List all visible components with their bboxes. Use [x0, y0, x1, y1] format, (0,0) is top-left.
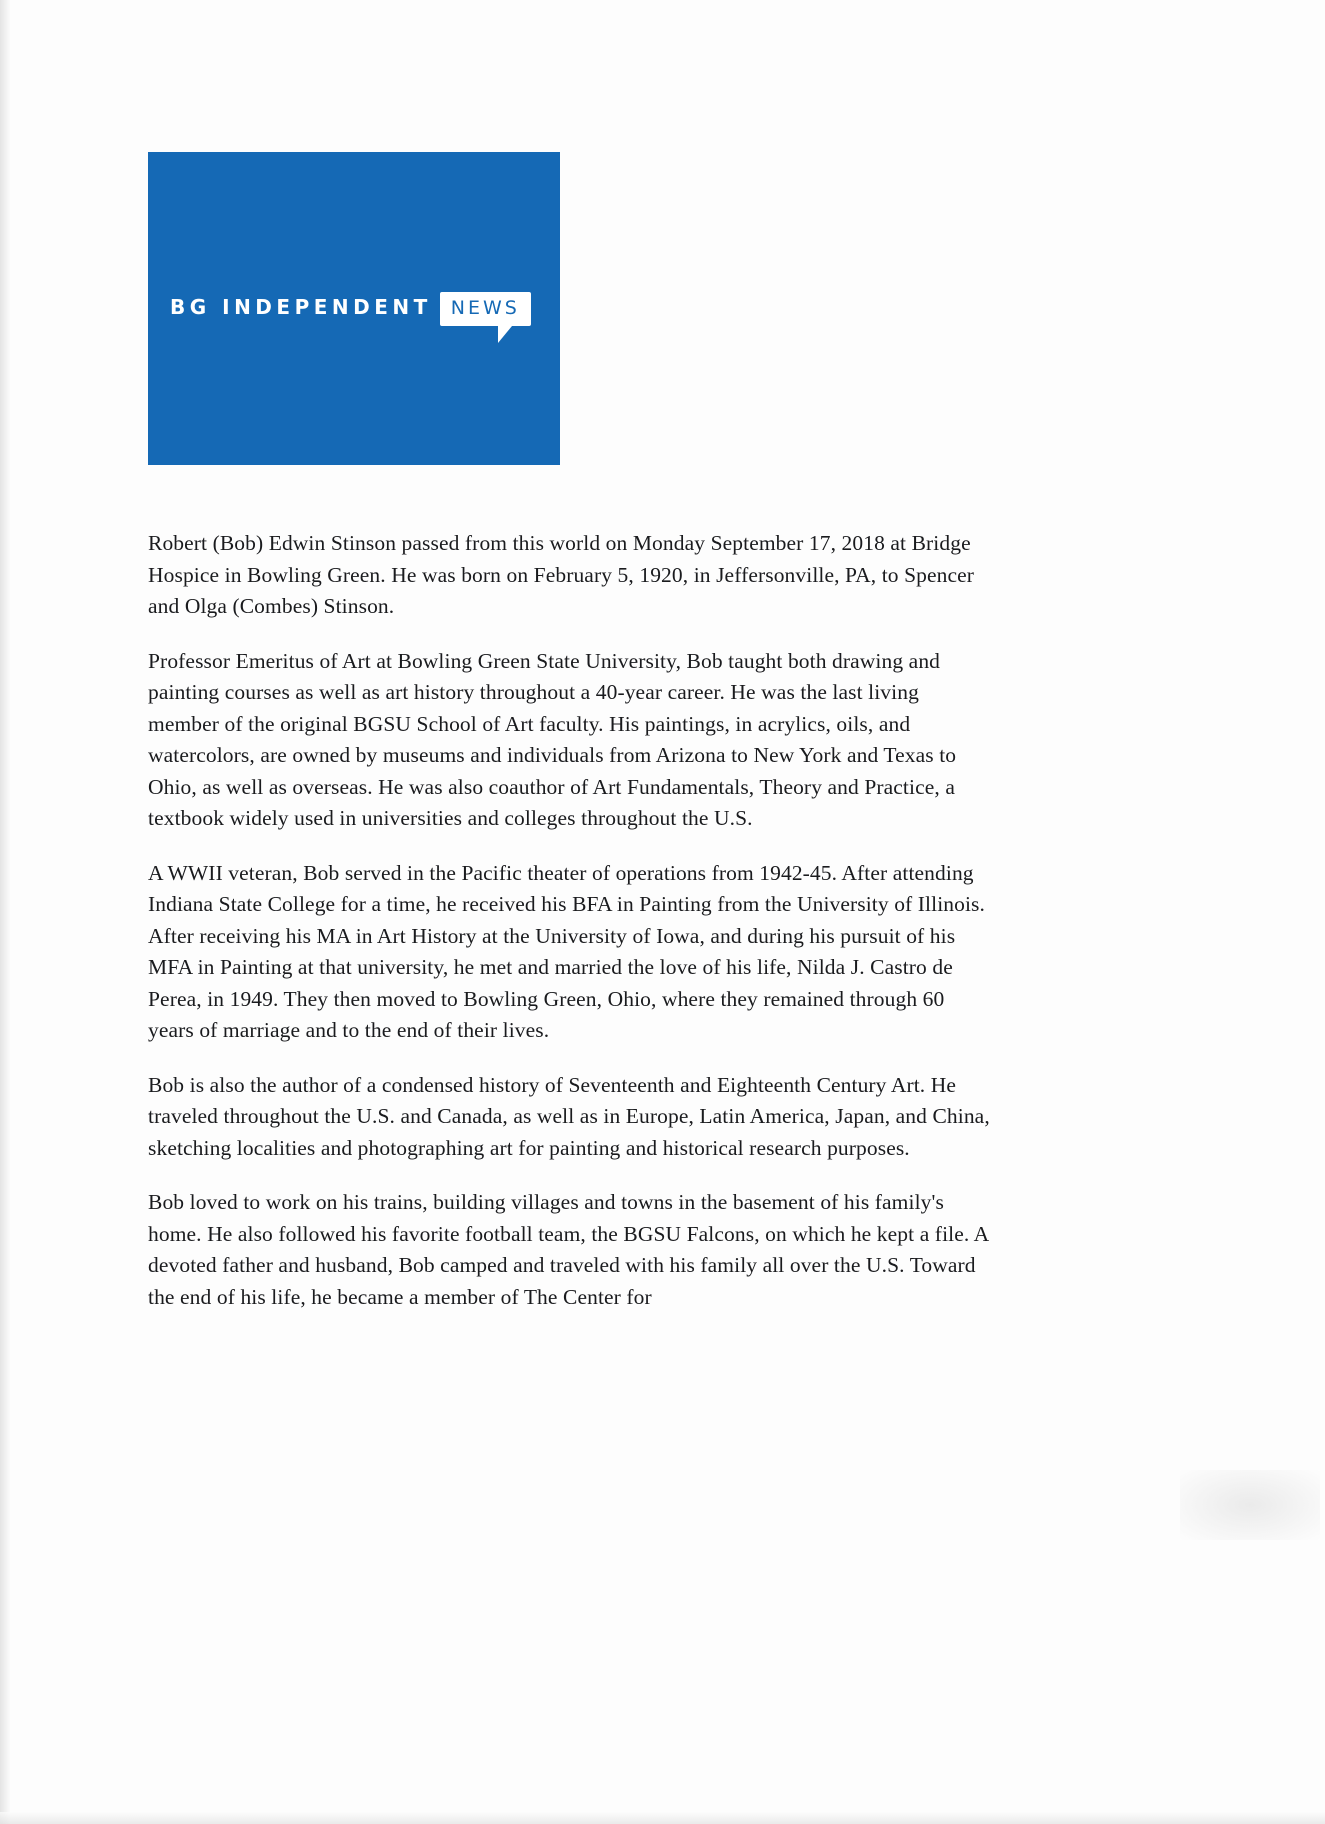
article-paragraph: Robert (Bob) Edwin Stinson passed from this world on Monday September 17, 2018 at Bridge Hospice in Bowling Green. He was born on February 5, 1920, in Jeffersonville, PA, to Spencer and Olga (Combes) Stinson. — [148, 531, 975, 618]
logo-bubble-label: NEWS — [450, 297, 520, 319]
article-paragraph: A WWII veteran, Bob served in the Pacific theater of operations from 1942-45. After attending Indiana State College for a time, he received his BFA in Painting from the University of Illinois. After receiving his MA in Art History at the University of Iowa, and during his pursuit of his MFA in Painting at that university, he met and married the love of his life, Nilda J. Castro de Perea, in 1949. They then moved to Bowling Green, Ohio, where they remained through 60 years of marriage and to the end of their lives. — [148, 860, 985, 1042]
logo-wordmark: BG INDEPENDENT — [170, 295, 432, 319]
article-paragraph: Bob is also the author of a condensed history of Seventeenth and Eighteenth Century Art. He traveled throughout the U.S. and Canada, as well as in Europe, Latin America, Japan, and China, sketching localities and photographing art for painting and historical research purposes. — [148, 1072, 990, 1160]
speech-bubble-icon — [440, 292, 531, 326]
scan-edge-left — [0, 0, 10, 1824]
article-paragraph: Bob loved to work on his trains, building villages and towns in the basement of his family's home. He also followed his favorite football team, the BGSU Falcons, on which he kept a file. A devoted father and husband, Bob camped and traveled with his family all over the U.S. Toward the end of his life, he became a member of The Center for — [148, 1190, 989, 1309]
obituary-article-body — [148, 528, 993, 1336]
article-paragraph: Professor Emeritus of Art at Bowling Green State University, Bob taught both drawing and painting courses as well as art history throughout a 40-year career. He was the last living member of the original BGSU School of Art faculty. His paintings, in acrylics, oils, and watercolors, are owned by museums and individuals from Arizona to New York and Texas to Ohio, as well as overseas. He was also coauthor of Art Fundamentals, Theory and Practice, a textbook widely used in universities and colleges throughout the U.S. — [148, 648, 957, 830]
bg-independent-news-logo — [148, 152, 560, 465]
scan-smudge — [1180, 1470, 1320, 1540]
logo-lockup — [170, 292, 531, 326]
scan-edge-bottom — [0, 1812, 1325, 1824]
